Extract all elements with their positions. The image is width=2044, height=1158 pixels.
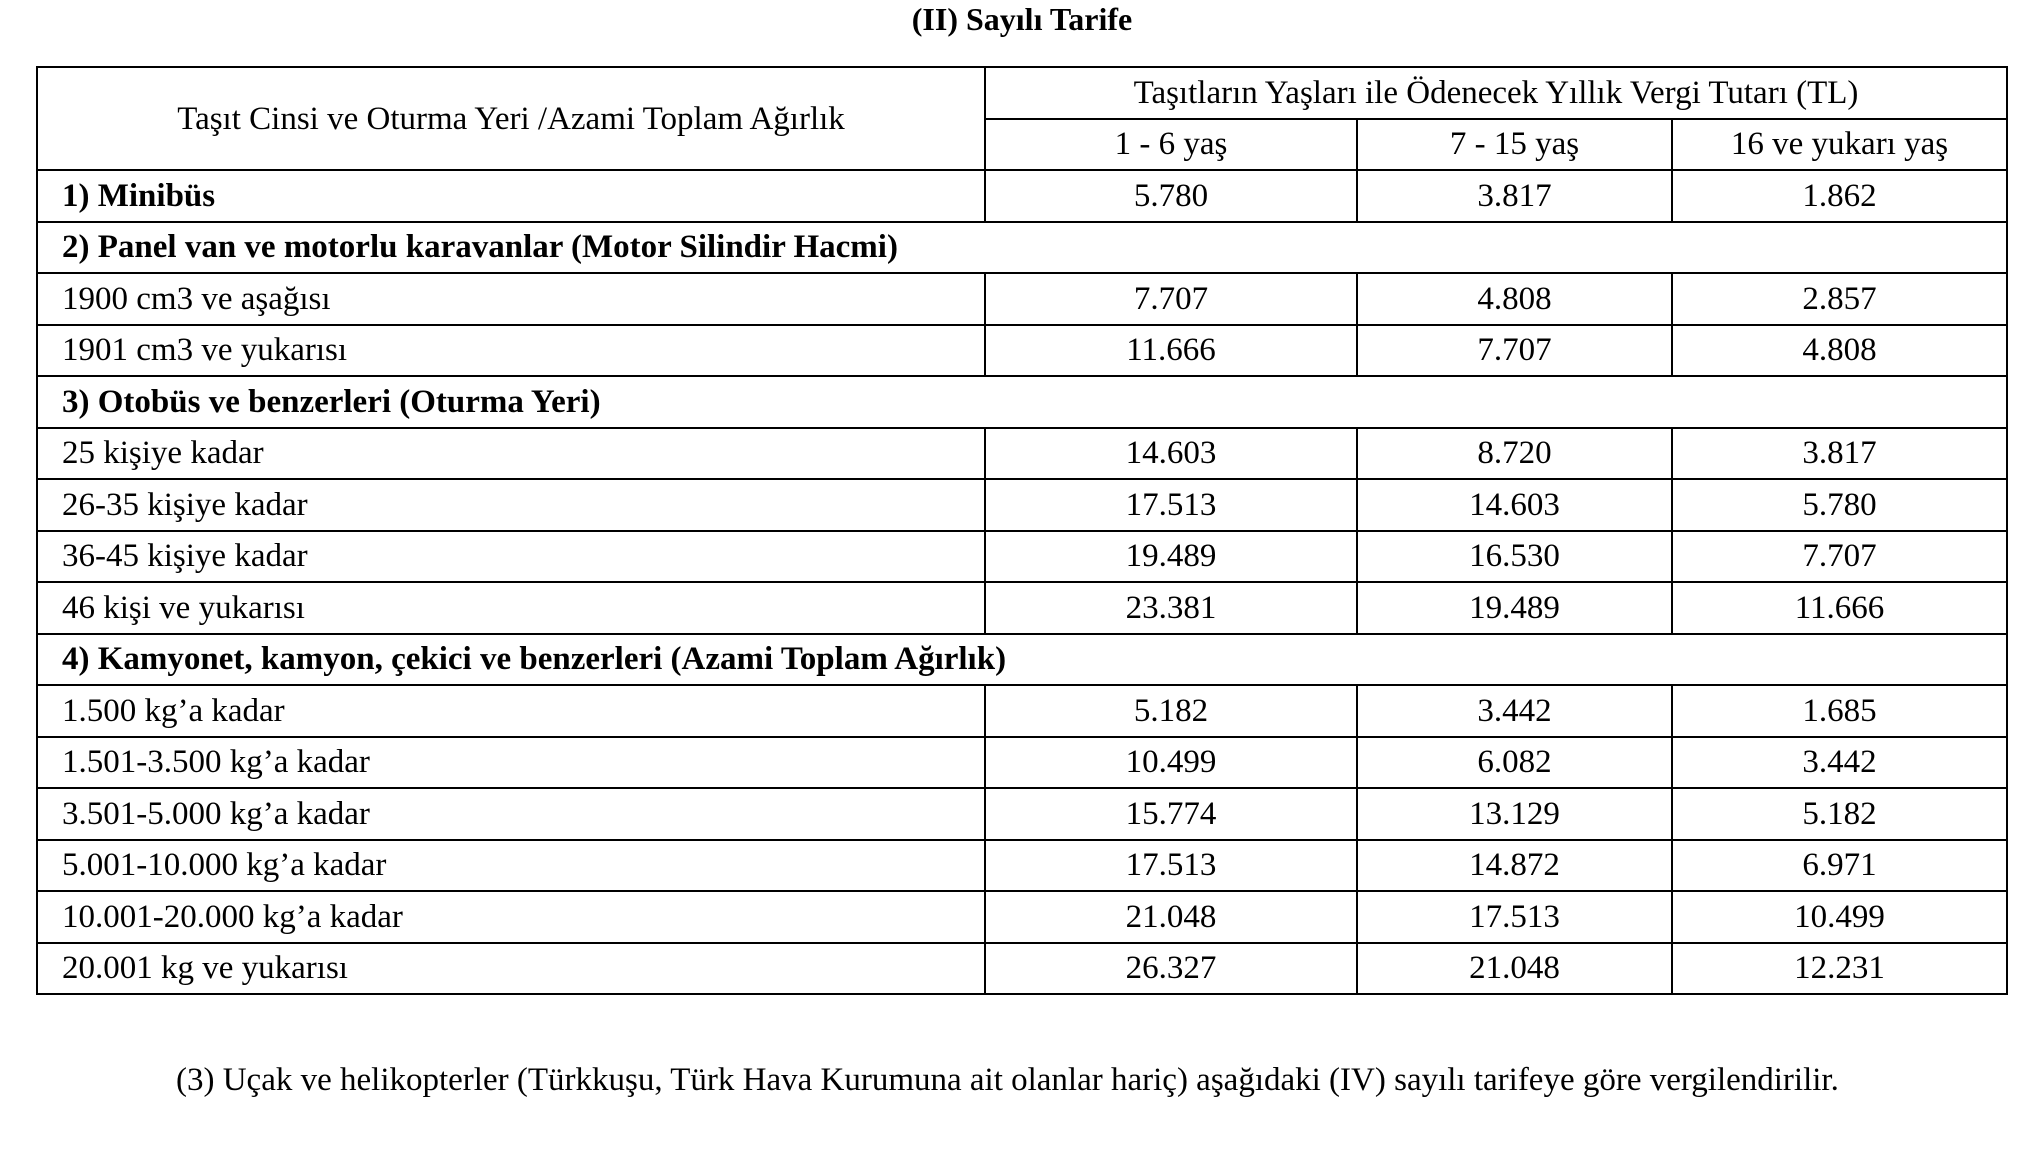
cell-value: 4.808	[1357, 273, 1672, 325]
table-row	[37, 685, 2007, 737]
cell-value: 17.513	[1357, 891, 1672, 943]
cell-value: 3.442	[1672, 737, 2007, 789]
cell-value: 6.971	[1672, 840, 2007, 892]
row-label: 1) Minibüs	[37, 170, 985, 222]
table-row	[37, 737, 2007, 789]
cell-value: 5.182	[1672, 788, 2007, 840]
cell-value: 2.857	[1672, 273, 2007, 325]
table-row	[37, 582, 2007, 634]
cell-value: 23.381	[985, 582, 1357, 634]
cell-value: 1.862	[1672, 170, 2007, 222]
cell-value: 17.513	[985, 479, 1357, 531]
row-label: 36-45 kişiye kadar	[37, 531, 985, 583]
header-age-1: 1 - 6 yaş	[985, 119, 1357, 171]
table-row	[37, 325, 2007, 377]
cell-value: 10.499	[1672, 891, 2007, 943]
cell-value: 15.774	[985, 788, 1357, 840]
header-row-group	[37, 67, 2007, 119]
table-row	[37, 840, 2007, 892]
table-row	[37, 891, 2007, 943]
table-row	[37, 479, 2007, 531]
row-label: 25 kişiye kadar	[37, 428, 985, 480]
section-title: 4) Kamyonet, kamyon, çekici ve benzerleri (Azami Toplam Ağırlık)	[37, 634, 2007, 686]
section-header-otobus	[37, 376, 2007, 428]
header-age-3: 16 ve yukarı yaş	[1672, 119, 2007, 171]
cell-value: 14.603	[1357, 479, 1672, 531]
cell-value: 8.720	[1357, 428, 1672, 480]
table-row	[37, 273, 2007, 325]
cell-value: 10.499	[985, 737, 1357, 789]
table-row	[37, 943, 2007, 995]
row-label: 1.501-3.500 kg’a kadar	[37, 737, 985, 789]
row-label: 1.500 kg’a kadar	[37, 685, 985, 737]
table-row	[37, 428, 2007, 480]
cell-value: 11.666	[985, 325, 1357, 377]
cell-value: 7.707	[1672, 531, 2007, 583]
section-header-panelvan	[37, 222, 2007, 274]
table-row-minibus	[37, 170, 2007, 222]
cell-value: 6.082	[1357, 737, 1672, 789]
section-title: 3) Otobüs ve benzerleri (Oturma Yeri)	[37, 376, 2007, 428]
cell-value: 17.513	[985, 840, 1357, 892]
cell-value: 26.327	[985, 943, 1357, 995]
header-age-2: 7 - 15 yaş	[1357, 119, 1672, 171]
header-vehicle-type: Taşıt Cinsi ve Oturma Yeri /Azami Toplam Ağırlık	[37, 67, 985, 170]
table-row	[37, 531, 2007, 583]
row-label: 10.001-20.000 kg’a kadar	[37, 891, 985, 943]
row-label: 26-35 kişiye kadar	[37, 479, 985, 531]
row-label: 20.001 kg ve yukarısı	[37, 943, 985, 995]
row-label: 3.501-5.000 kg’a kadar	[37, 788, 985, 840]
cell-value: 19.489	[985, 531, 1357, 583]
cell-value: 14.603	[985, 428, 1357, 480]
cell-value: 5.780	[1672, 479, 2007, 531]
cell-value: 7.707	[985, 273, 1357, 325]
cell-value: 5.182	[985, 685, 1357, 737]
cell-value: 7.707	[1357, 325, 1672, 377]
cell-value: 13.129	[1357, 788, 1672, 840]
cell-value: 3.817	[1672, 428, 2007, 480]
cell-value: 5.780	[985, 170, 1357, 222]
tariff-table	[36, 66, 2008, 995]
cell-value: 4.808	[1672, 325, 2007, 377]
footnote-paragraph: (3) Uçak ve helikopterler (Türkkuşu, Türk Hava Kurumuna ait olanlar hariç) aşağıdaki (IV) sayılı tarifeye göre vergilendirilir.	[176, 1062, 1839, 1098]
cell-value: 1.685	[1672, 685, 2007, 737]
cell-value: 11.666	[1672, 582, 2007, 634]
section-title: 2) Panel van ve motorlu karavanlar (Motor Silindir Hacmi)	[37, 222, 2007, 274]
cell-value: 3.442	[1357, 685, 1672, 737]
row-label: 5.001-10.000 kg’a kadar	[37, 840, 985, 892]
cell-value: 21.048	[1357, 943, 1672, 995]
cell-value: 16.530	[1357, 531, 1672, 583]
row-label: 1900 cm3 ve aşağısı	[37, 273, 985, 325]
header-age-group: Taşıtların Yaşları ile Ödenecek Yıllık Vergi Tutarı (TL)	[985, 67, 2007, 119]
cell-value: 12.231	[1672, 943, 2007, 995]
row-label: 1901 cm3 ve yukarısı	[37, 325, 985, 377]
page-title: (II) Sayılı Tarife	[911, 1, 1133, 37]
cell-value: 3.817	[1357, 170, 1672, 222]
cell-value: 14.872	[1357, 840, 1672, 892]
cell-value: 19.489	[1357, 582, 1672, 634]
table-row	[37, 788, 2007, 840]
section-header-kamyon	[37, 634, 2007, 686]
row-label: 46 kişi ve yukarısı	[37, 582, 985, 634]
cell-value: 21.048	[985, 891, 1357, 943]
